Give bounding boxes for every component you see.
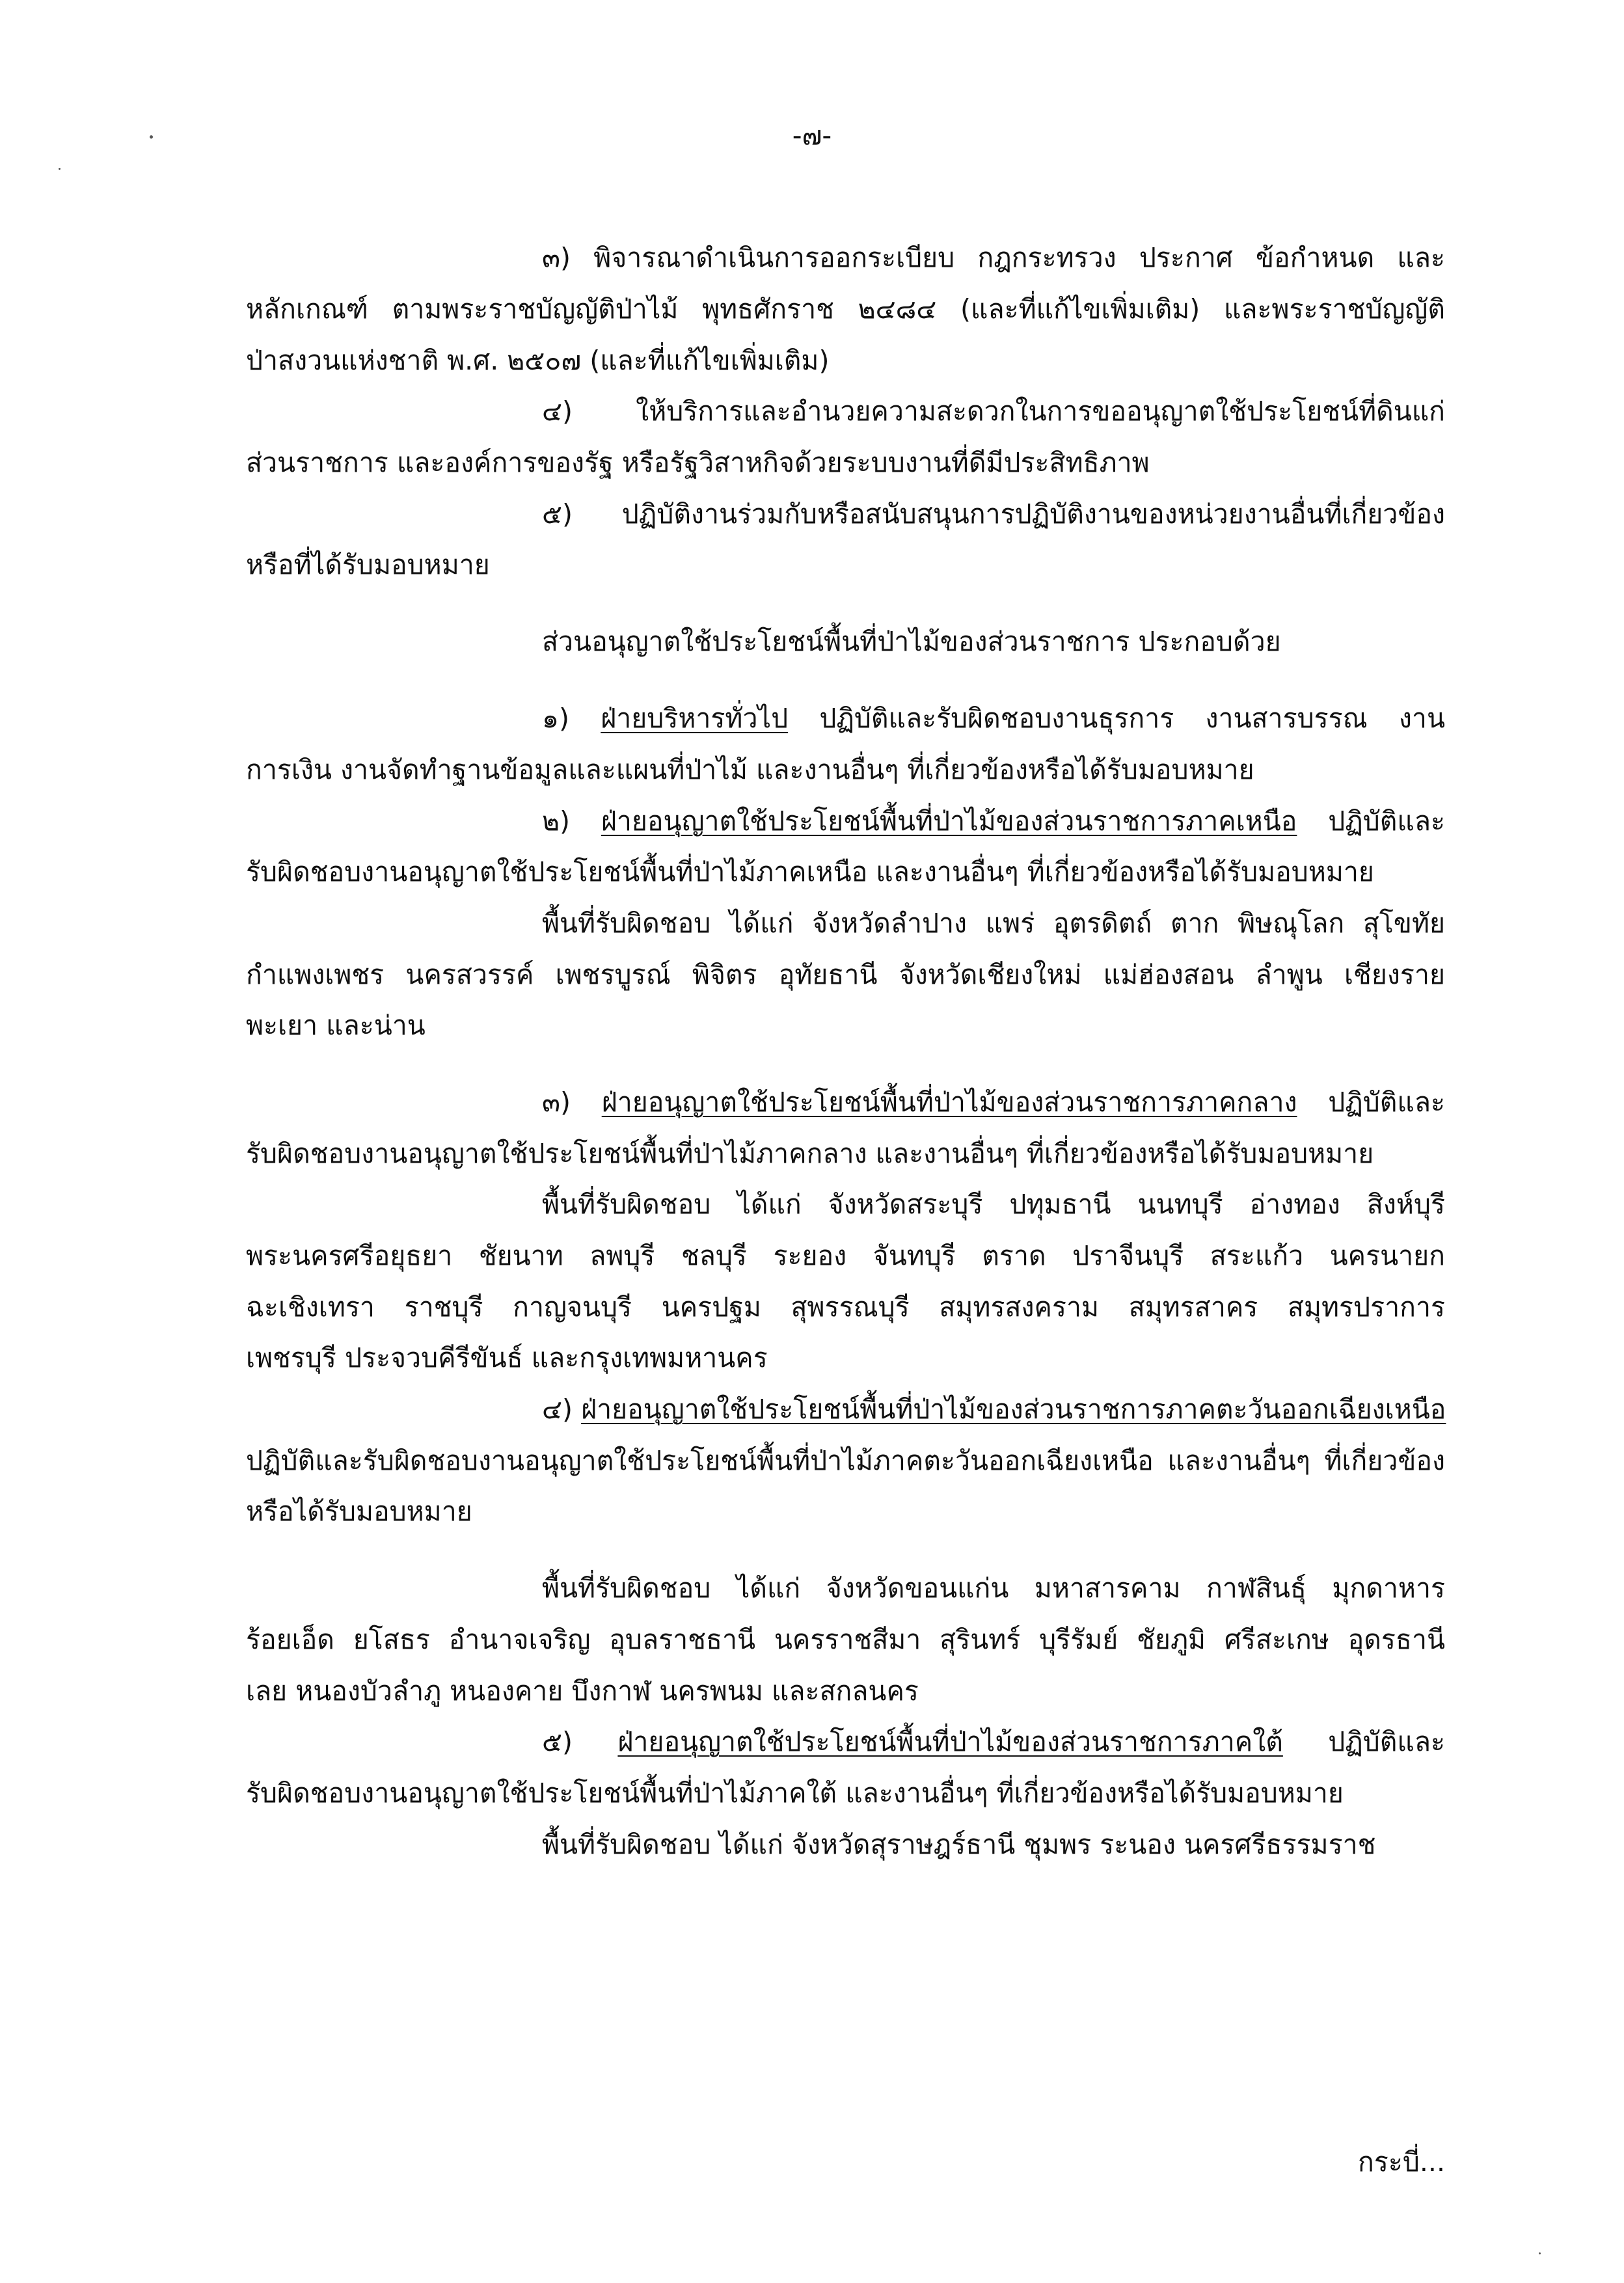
paragraph-3-line-2: หลักเกณฑ์ ตามพระราชบัญญัติป่าไม้ พุทธศักราช ๒๔๘๔ (และที่แก้ไขเพิ่มเติม) และพระราชบัญญัติ xyxy=(246,293,1445,325)
division-3-name: ฝ่ายอนุญาตใช้ประโยชน์พื้นที่ป่าไม้ของส่วนราชการภาคกลาง xyxy=(601,1087,1297,1118)
division-3-number: ๓) xyxy=(542,1087,571,1118)
paragraph-5-line-2: หรือที่ได้รับมอบหมาย xyxy=(246,549,490,580)
division-1-number: ๑) xyxy=(542,703,570,734)
division-2-duty-start: ปฏิบัติและ xyxy=(1328,805,1445,837)
division-2-duty-line: รับผิดชอบงานอนุญาตใช้ประโยชน์พื้นที่ป่าไม้ภาคเหนือ และงานอื่นๆ ที่เกี่ยวข้องหรือได้รับมอบหมาย xyxy=(246,856,1374,887)
division-4-area-line-2: ร้อยเอ็ด ยโสธร อำนาจเจริญ อุบลราชธานี นครราชสีมา สุรินทร์ บุรีรัมย์ ชัยภูมิ ศรีสะเกษ อุดรธานี xyxy=(246,1624,1445,1655)
division-3-area-line-1: พื้นที่รับผิดชอบ ได้แก่ จังหวัดสระบุรี ปทุมธานี นนทบุรี อ่างทอง สิงห์บุรี xyxy=(542,1189,1445,1220)
division-3-area-line-2: พระนครศรีอยุธยา ชัยนาท ลพบุรี ชลบุรี ระยอง จันทบุรี ตราด ปราจีนบุรี สระแก้ว นครนายก xyxy=(246,1240,1445,1271)
paragraph-4-line-1: ๔) ให้บริการและอำนวยความสะดวกในการขออนุญาตใช้ประโยชน์ที่ดินแก่ xyxy=(542,396,1445,427)
division-4-number: ๔) xyxy=(542,1394,573,1425)
paragraph-3-line-3: ป่าสงวนแห่งชาติ พ.ศ. ๒๕๐๗ (และที่แก้ไขเพิ่มเติม) xyxy=(246,345,830,376)
division-2-number: ๒) xyxy=(542,805,571,837)
division-1-duty-line: การเงิน งานจัดทำฐานข้อมูลและแผนที่ป่าไม้ และงานอื่นๆ ที่เกี่ยวข้องหรือได้รับมอบหมาย xyxy=(246,754,1254,785)
scan-speck xyxy=(1539,2252,1541,2254)
continuation-word: กระบี่... xyxy=(1358,2146,1445,2178)
division-3-area-line-3: ฉะเชิงเทรา ราชบุรี กาญจนบุรี นครปฐม สุพรรณบุรี สมุทรสงคราม สมุทรสาคร สมุทรปราการ xyxy=(246,1291,1445,1323)
division-4-duty-line-1: ปฏิบัติและรับผิดชอบงานอนุญาตใช้ประโยชน์พื้นที่ป่าไม้ภาคตะวันออกเฉียงเหนือ และงานอื่นๆ ที่เกี่ยวข้อง xyxy=(246,1445,1445,1476)
division-5-area-line-1: พื้นที่รับผิดชอบ ได้แก่ จังหวัดสุราษฎร์ธานี ชุมพร ระนอง นครศรีธรรมราช xyxy=(542,1829,1376,1860)
paragraph-5-line-1: ๕) ปฏิบัติงานร่วมกับหรือสนับสนุนการปฏิบัติงานของหน่วยงานอื่นที่เกี่ยวข้อง xyxy=(542,498,1445,530)
division-2-area-line-2: กำแพงเพชร นครสวรรค์ เพชรบูรณ์ พิจิตร อุทัยธานี จังหวัดเชียงใหม่ แม่ฮ่องสอน ลำพูน เชียงราย xyxy=(246,959,1445,990)
section-heading: ส่วนอนุญาตใช้ประโยชน์พื้นที่ป่าไม้ของส่วนราชการ ประกอบด้วย xyxy=(542,626,1281,657)
scan-speck xyxy=(59,168,61,170)
page-number: -๗- xyxy=(792,120,832,151)
paragraph-3-line-1: ๓) พิจารณาดำเนินการออกระเบียบ กฎกระทรวง ประกาศ ข้อกำหนด และ xyxy=(542,242,1445,273)
division-4-heading-line xyxy=(542,1390,1445,1429)
division-1-heading-line xyxy=(542,699,1445,738)
division-5-duty-start: ปฏิบัติและ xyxy=(1328,1726,1445,1757)
division-3-area-line-4: เพชรบุรี ประจวบคีรีขันธ์ และกรุงเทพมหานคร xyxy=(246,1342,768,1373)
division-2-area-line-1: พื้นที่รับผิดชอบ ได้แก่ จังหวัดลำปาง แพร่ อุตรดิตถ์ ตาก พิษณุโลก สุโขทัย xyxy=(542,908,1445,939)
division-1-duty-start: ปฏิบัติและรับผิดชอบงานธุรการ งานสารบรรณ งาน xyxy=(819,703,1445,734)
division-4-area-line-1: พื้นที่รับผิดชอบ ได้แก่ จังหวัดขอนแก่น มหาสารคาม กาฬสินธุ์ มุกดาหาร xyxy=(542,1573,1445,1604)
division-5-duty-line: รับผิดชอบงานอนุญาตใช้ประโยชน์พื้นที่ป่าไม้ภาคใต้ และงานอื่นๆ ที่เกี่ยวข้องหรือได้รับมอบหมาย xyxy=(246,1777,1344,1809)
division-3-duty-start: ปฏิบัติและ xyxy=(1328,1087,1445,1118)
division-2-area-line-3: พะเยา และน่าน xyxy=(246,1010,426,1041)
division-2-name: ฝ่ายอนุญาตใช้ประโยชน์พื้นที่ป่าไม้ของส่วนราชการภาคเหนือ xyxy=(601,805,1297,837)
paragraph-4-line-2: ส่วนราชการ และองค์การของรัฐ หรือรัฐวิสาหกิจด้วยระบบงานที่ดีมีประสิทธิภาพ xyxy=(246,447,1150,478)
division-5-number: ๕) xyxy=(542,1726,573,1757)
division-5-name: ฝ่ายอนุญาตใช้ประโยชน์พื้นที่ป่าไม้ของส่วนราชการภาคใต้ xyxy=(617,1726,1283,1757)
division-3-duty-line: รับผิดชอบงานอนุญาตใช้ประโยชน์พื้นที่ป่าไม้ภาคกลาง และงานอื่นๆ ที่เกี่ยวข้องหรือได้รับมอบหมาย xyxy=(246,1138,1374,1169)
division-2-heading-line xyxy=(542,802,1445,841)
division-4-name: ฝ่ายอนุญาตใช้ประโยชน์พื้นที่ป่าไม้ของส่วนราชการภาคตะวันออกเฉียงเหนือ xyxy=(581,1394,1446,1425)
division-3-heading-line xyxy=(542,1083,1445,1122)
division-5-heading-line xyxy=(542,1722,1445,1761)
division-4-duty-line-2: หรือได้รับมอบหมาย xyxy=(246,1496,472,1527)
division-1-name: ฝ่ายบริหารทั่วไป xyxy=(601,703,789,734)
division-4-area-line-3: เลย หนองบัวลำภู หนองคาย บึงกาฬ นครพนม และสกลนคร xyxy=(246,1675,919,1707)
